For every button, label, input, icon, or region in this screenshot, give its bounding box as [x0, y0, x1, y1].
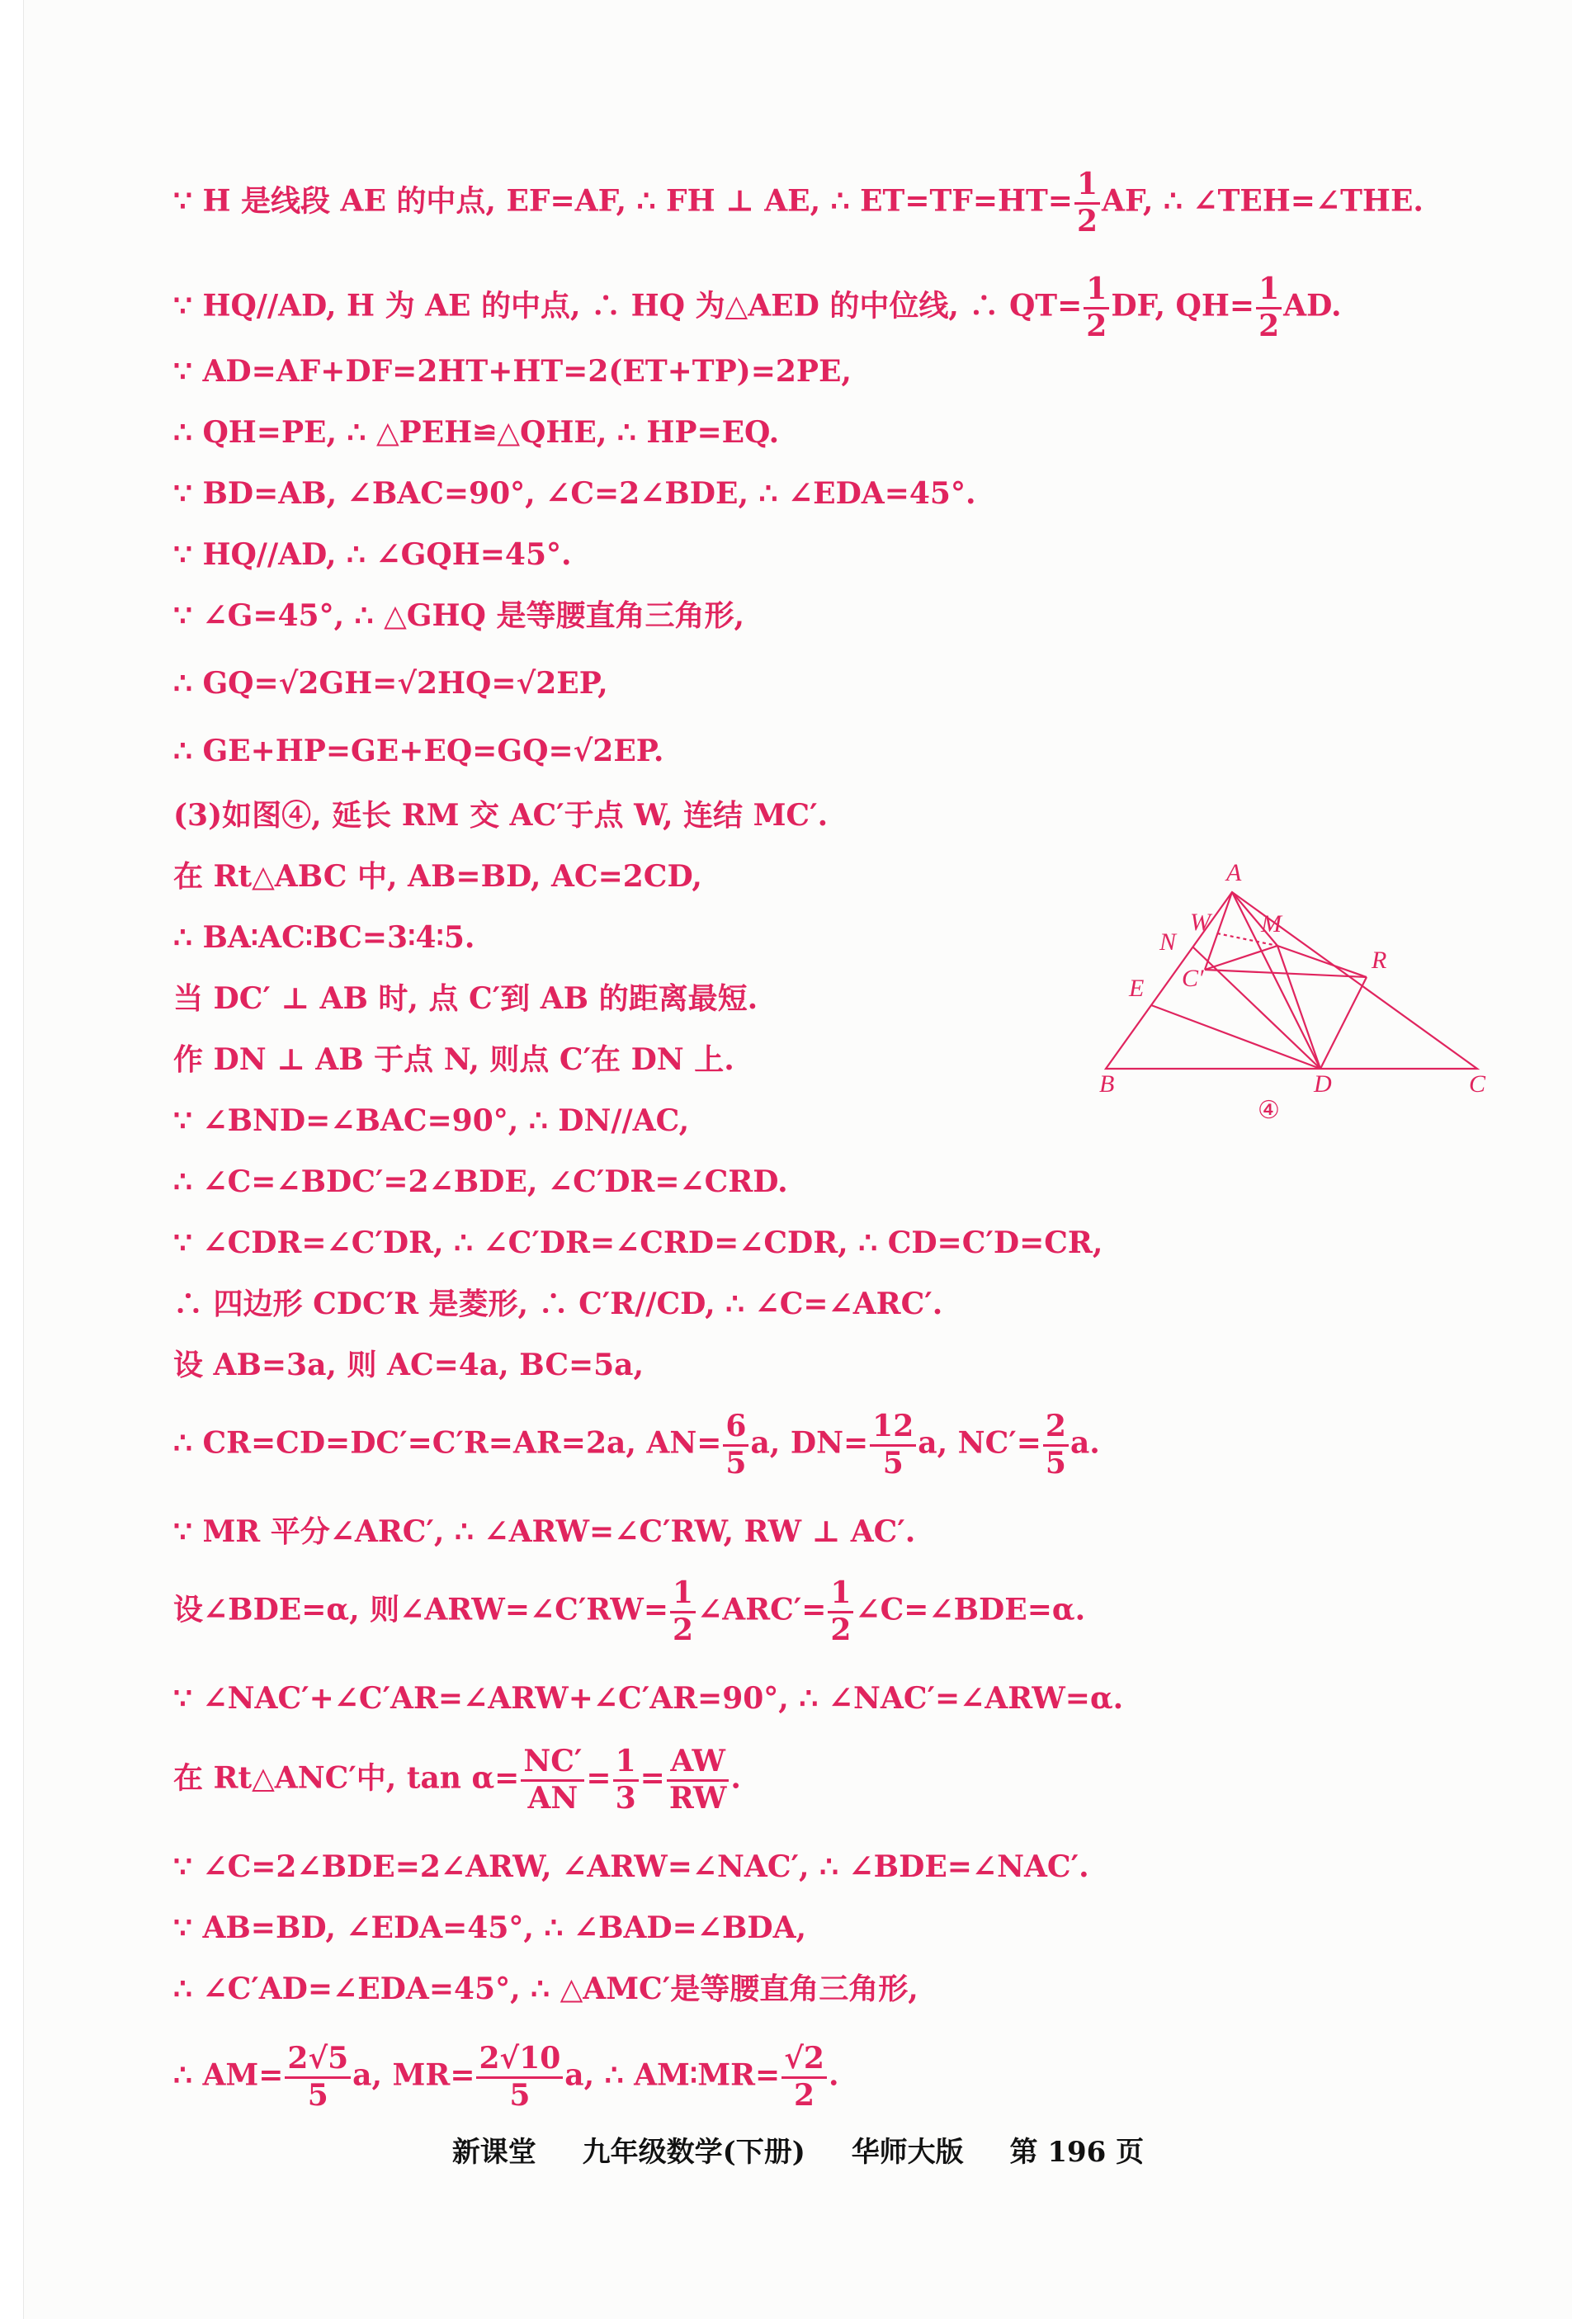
footer-book: 新课堂 [451, 2136, 536, 2169]
solution-line: ∵ MR 平分∠ARC′, ∴ ∠ARW=∠C′RW, RW ⊥ AC′. [173, 1514, 916, 1549]
fraction: $\frac{1}{2}$ [670, 1578, 696, 1646]
solution-line: 在 Rt△ABC 中, AB=BD, AC=2CD, [173, 859, 702, 894]
fraction: $\frac{2√5}{5}$ [285, 2043, 351, 2112]
solution-line: 设 AB=3a, 则 AC=4a, BC=5a, [173, 1348, 645, 1382]
label-a: A [1226, 859, 1242, 886]
solution-line: 在 Rt△ANC′中, tan α= $\frac{NC'}{AN}$ = $\frac{1}{3}$ = $\frac{AW}{RW}$ . [173, 1744, 741, 1816]
solution-line: ∵ H 是线段 AE 的中点, EF=AF, ∴ FH ⊥ AE, ∴ ET=TF=HT= $\frac{1}{2}$ AF, ∴ ∠TEH=∠THE. [173, 167, 1424, 239]
solution-line: ∴ ∠C=∠BDC′=2∠BDE, ∠C′DR=∠CRD. [173, 1164, 788, 1199]
fraction: $\frac{6}{5}$ [723, 1411, 748, 1480]
solution-line: ∴ 四边形 CDC′R 是菱形, ∴ C′R//CD, ∴ ∠C=∠ARC′. [173, 1287, 943, 1321]
fraction: $\frac{√2}{2}$ [781, 2043, 827, 2112]
fraction: $\frac{1}{3}$ [613, 1746, 639, 1815]
solution-line: ∴ BA∶AC∶BC=3∶4∶5. [173, 920, 475, 955]
segment-nd [1192, 947, 1320, 1069]
geometry-figure [1081, 854, 1510, 1135]
label-d: D [1314, 1070, 1332, 1098]
label-e: E [1129, 975, 1145, 1002]
fraction: $\frac{1}{2}$ [1256, 274, 1282, 342]
figure-caption: ④ [1258, 1097, 1280, 1124]
fraction: $\frac{1}{2}$ [828, 1578, 853, 1646]
footer-subject: 九年级数学(下册) [582, 2136, 805, 2169]
footer-page: 第 196 页 [1009, 2136, 1145, 2169]
solution-line: ∴ ∠C′AD=∠EDA=45°, ∴ △AMC′是等腰直角三角形, [173, 1972, 918, 2006]
fraction: $\frac{12}{5}$ [870, 1411, 916, 1480]
solution-line: ∵ HQ//AD, H 为 AE 的中点, ∴ HQ 为△AED 的中位线, ∴ QT= $\frac{1}{2}$ DF, QH= $\frac{1}{2}$ AD. [173, 272, 1342, 343]
solution-line: ∵ ∠G=45°, ∴ △GHQ 是等腰直角三角形, [173, 598, 744, 633]
solution-line: ∵ ∠C=2∠BDE=2∠ARW, ∠ARW=∠NAC′, ∴ ∠BDE=∠NAC′. [173, 1849, 1089, 1884]
solution-line: 设∠BDE=α, 则∠ARW=∠C′RW= $\frac{1}{2}$ ∠ARC′= $\frac{1}{2}$ ∠C=∠BDE=α. [173, 1575, 1086, 1647]
label-w: W [1190, 909, 1211, 936]
solution-line: ∴ QH=PE, ∴ △PEH≌△QHE, ∴ HP=EQ. [173, 415, 780, 450]
label-n: N [1159, 928, 1177, 956]
solution-line: (3)如图④, 延长 RM 交 AC′于点 W, 连结 MC′. [173, 798, 829, 833]
footer-edition: 华师大版 [851, 2136, 964, 2169]
page-footer [0, 2129, 1596, 2170]
segment-mr [1277, 946, 1367, 977]
solution-line: ∴ AM= $\frac{2√5}{5}$ a, MR= $\frac{2√10}{5}$ a, ∴ AM∶MR= $\frac{√2}{2}$ . [173, 2041, 839, 2113]
solution-line: ∴ CR=CD=DC′=C′R=AR=2a, AN= $\frac{6}{5}$ a, DN= $\frac{12}{5}$ a, NC′= $\frac{2}{5}$ a. [173, 1409, 1100, 1481]
label-m: M [1261, 910, 1282, 938]
solution-line: ∵ AD=AF+DF=2HT+HT=2(ET+TP)=2PE, [173, 354, 852, 389]
fraction: $\frac{NC'}{AN}$ [521, 1746, 584, 1815]
segment-c1m [1205, 946, 1277, 970]
solution-line: ∵ ∠BND=∠BAC=90°, ∴ DN//AC, [173, 1103, 690, 1138]
label-c: C [1469, 1070, 1486, 1098]
label-b: B [1099, 1070, 1115, 1098]
solution-line: ∴ GE+HP=GE+EQ=GQ=√2EP. [173, 734, 664, 768]
solution-line: ∴ GQ=√2GH=√2HQ=√2EP, [173, 666, 608, 701]
solution-line: 作 DN ⊥ AB 于点 N, 则点 C′在 DN 上. [173, 1042, 734, 1077]
solution-line: ∵ AB=BD, ∠EDA=45°, ∴ ∠BAD=∠BDA, [173, 1910, 807, 1945]
solution-line: 当 DC′ ⊥ AB 时, 点 C′到 AB 的距离最短. [173, 981, 758, 1016]
fraction: $\frac{1}{2}$ [1084, 274, 1109, 342]
fraction: $\frac{AW}{RW}$ [667, 1746, 730, 1815]
fraction: $\frac{1}{2}$ [1074, 169, 1100, 238]
solution-line: ∵ BD=AB, ∠BAC=90°, ∠C=2∠BDE, ∴ ∠EDA=45°. [173, 476, 976, 511]
label-c-prime: C′ [1182, 965, 1204, 992]
segment-rd [1320, 977, 1367, 1069]
segment-md [1277, 946, 1320, 1069]
solution-line: ∵ HQ//AD, ∴ ∠GQH=45°. [173, 537, 572, 572]
solution-line: ∵ ∠NAC′+∠C′AR=∠ARW+∠C′AR=90°, ∴ ∠NAC′=∠ARW=α. [173, 1681, 1124, 1716]
segment-ed [1151, 1005, 1320, 1069]
label-r: R [1372, 947, 1387, 974]
fraction: $\frac{2}{5}$ [1043, 1411, 1069, 1480]
fraction: $\frac{2√10}{5}$ [476, 2043, 563, 2112]
solution-line: ∵ ∠CDR=∠C′DR, ∴ ∠C′DR=∠CRD=∠CDR, ∴ CD=C′D=CR, [173, 1226, 1103, 1260]
